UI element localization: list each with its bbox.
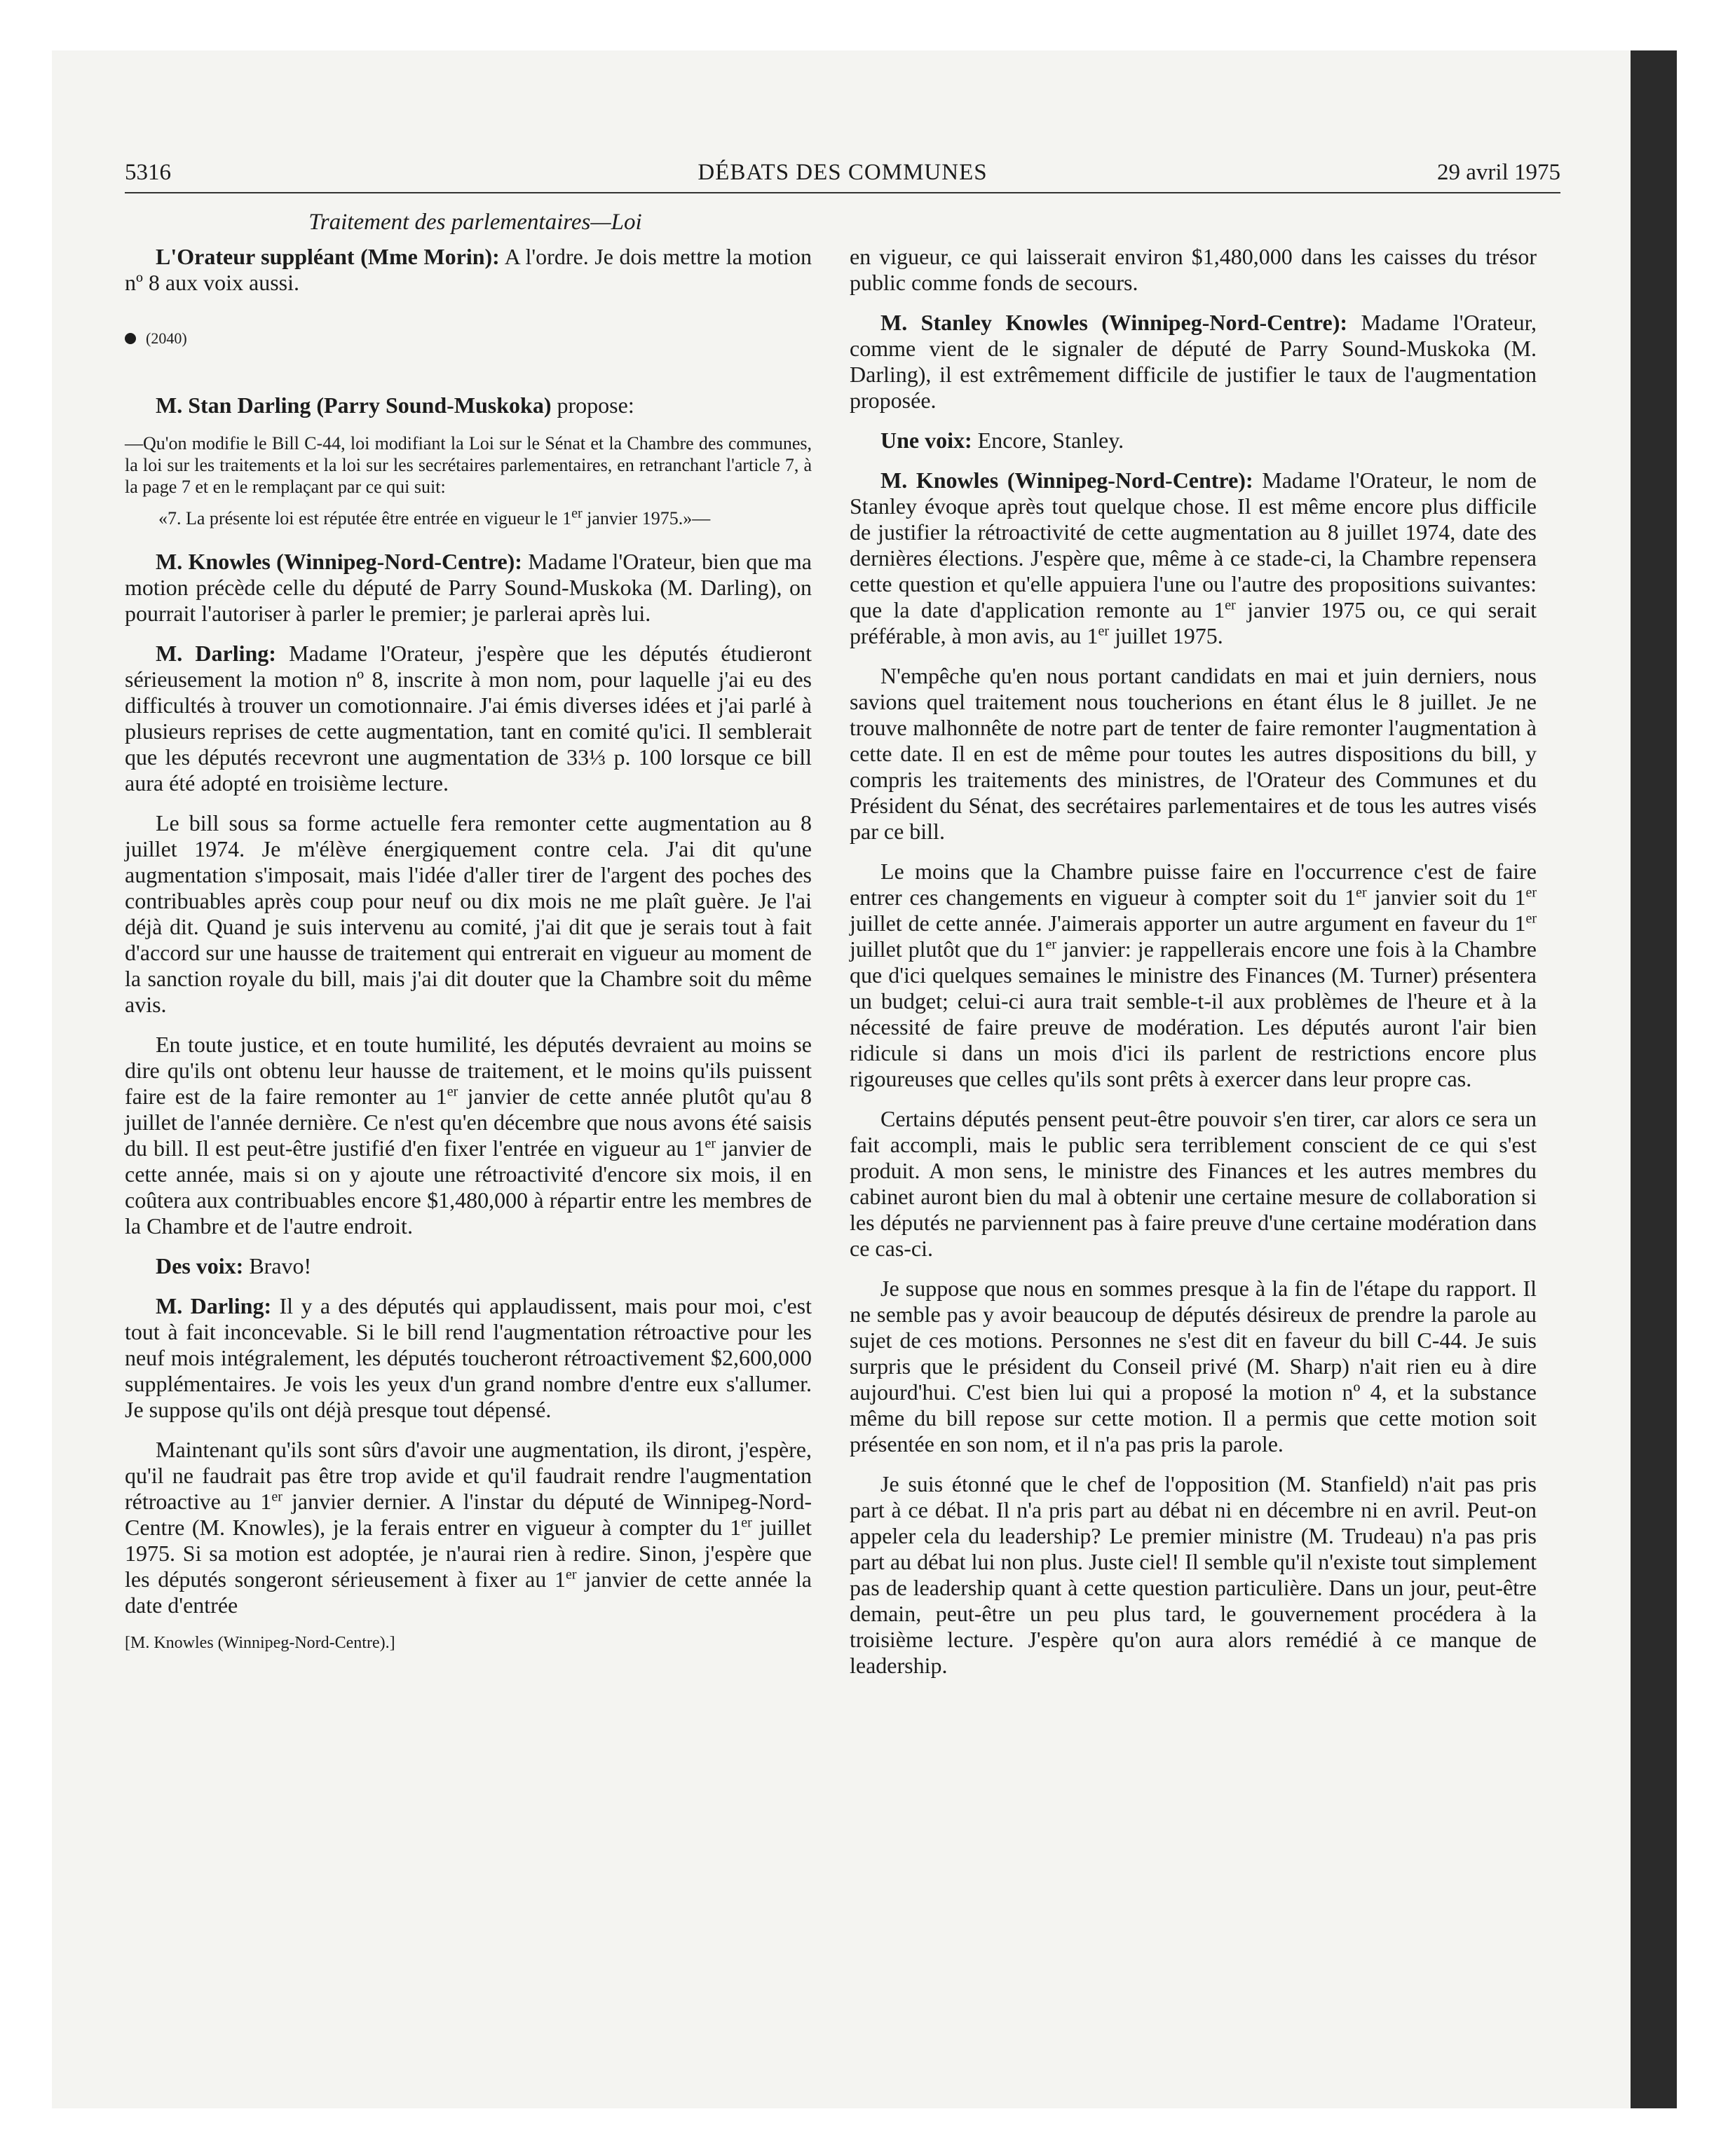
- speaker-footnote: [M. Knowles (Winnipeg-Nord-Centre).]: [125, 1634, 395, 1652]
- speaker-name: M. Stanley Knowles (Winnipeg-Nord-Centre):: [880, 310, 1348, 335]
- speaker-name: M. Darling:: [156, 1293, 272, 1318]
- paragraph: Une voix: Encore, Stanley.: [880, 428, 1124, 453]
- page-number: 5316: [125, 160, 171, 185]
- motion-text: —Qu'on modifie le Bill C-44, loi modifiant la Loi sur le Sénat et la Chambre des communes, la loi sur les traitements et la loi sur les secrétaires parlementaires, en retranchant l'article 7, à la page 7 et en le remplaçant par ce qui suit:: [125, 433, 812, 497]
- scan-edge-bar: [1631, 50, 1677, 2108]
- paragraph: Je suis étonné que le chef de l'opposition (M. Stanfield) n'ait pas pris part à ce débat. Il n'a pris part au débat ni en décembre ni en avril. Peut-on appeler cela du leadership? Le premier ministre (M. Trudeau) n'a pas pris part au débat lui non plus. Juste ciel! Il semble qu'il n'existe tout simplement pas de leadership quant à cette question particulière. Dans un jour, peut-être demain, peut-être un peu plus tard, le gouvernement procédera à la troisième lecture. J'espère qu'on aura alors remédié à ce manque de leadership.: [850, 1471, 1537, 1678]
- speaker-name: M. Knowles (Winnipeg-Nord-Centre):: [156, 549, 522, 574]
- speaker-name: Une voix:: [880, 428, 972, 453]
- speaker-name: L'Orateur suppléant (Mme Morin):: [156, 244, 500, 269]
- paragraph: M. Knowles (Winnipeg-Nord-Centre): Madame l'Orateur, le nom de Stanley évoque après tout quelque chose. Il est même encore plus difficile de justifier la rétroactivité de cette augmentation au 8 juillet 1974, date des dernières élections. J'espère que, même à ce stade-ci, la Chambre repensera cette question et qu'elle appuiera l'une ou l'autre des propositions suivantes: que la date d'application remonte au 1er janvier 1975 ou, ce qui serait préférable, à mon avis, au 1er juillet 1975.: [850, 468, 1537, 648]
- time-marker: [125, 328, 812, 349]
- page-header: [125, 157, 1560, 193]
- section-subtitle: Traitement des parlementaires—Loi: [308, 210, 642, 235]
- paragraph: M. Stanley Knowles (Winnipeg-Nord-Centre): Madame l'Orateur, comme vient de le signaler de député de Parry Sound-Muskoka (M. Darling), il est extrêmement difficile de justifier le taux de l'augmentation proposée.: [850, 310, 1537, 413]
- speaker-name: M. Stan Darling (Parry Sound-Muskoka): [156, 393, 552, 418]
- speaker-name: M. Darling:: [156, 641, 276, 666]
- speaker-name: Des voix:: [156, 1253, 244, 1278]
- time-marker-label: (2040): [146, 329, 187, 347]
- paragraph: M. Knowles (Winnipeg-Nord-Centre): Madame l'Orateur, bien que ma motion précède celle du député de Parry Sound-Muskoka (M. Darling), on pourrait l'autoriser à parler le premier; je parlerai après lui.: [125, 549, 812, 626]
- bullet-icon: [125, 333, 136, 344]
- paragraph: Des voix: Bravo!: [156, 1253, 312, 1278]
- publication-title: DÉBATS DES COMMUNES: [698, 160, 988, 185]
- paragraph: Maintenant qu'ils sont sûrs d'avoir une augmentation, ils diront, j'espère, qu'il ne faudrait pas être trop avide et qu'il faudrait rendre l'augmentation rétroactive au 1er janvier dernier. A l'instar du député de Winnipeg-Nord-Centre (M. Knowles), je la ferais entrer en vigueur à compter du 1er juillet 1975. Si sa motion est adoptée, je n'aurai rien à redire. Sinon, j'espère que les députés songeront sérieusement à fixer au 1er janvier de cette année la date d'entrée: [125, 1437, 812, 1618]
- speaker-name: M. Knowles (Winnipeg-Nord-Centre):: [880, 468, 1253, 493]
- paragraph: En toute justice, et en toute humilité, les députés devraient au moins se dire qu'ils ont obtenu leur hausse de traitement, et le moins qu'ils puissent faire est de la faire remonter au 1er janvier de cette année plutôt qu'au 8 juillet de l'année dernière. Ce n'est qu'en décembre que nous avons été saisis du bill. Il est peut-être justifié d'en fixer l'entrée en vigueur au 1er janvier de cette année, mais si on y ajoute une rétroactivité d'encore six mois, il en coûtera aux contribuables encore $1,480,000 à répartir entre les membres de la Chambre et de l'autre endroit.: [125, 1032, 812, 1239]
- paragraph: Certains députés pensent peut-être pouvoir s'en tirer, car alors ce sera un fait accompli, mais le public sera terriblement conscient de ce qui s'est produit. A mon sens, le ministre des Finances et les autres membres du cabinet auront bien du mal à obtenir une certaine mesure de collaboration si les députés ne parviennent pas à faire preuve d'une certaine modération dans ce cas-ci.: [850, 1106, 1537, 1261]
- motion-quote: «7. La présente loi est réputée être entrée en vigueur le 1er janvier 1975.»—: [158, 505, 711, 528]
- paragraph: N'empêche qu'en nous portant candidats en mai et juin derniers, nous savions quel traitement nous toucherions en étant élus le 8 juillet. Je ne trouve malhonnête de notre part de tenter de faire remonter l'augmentation à cette date. Il en est de même pour toutes les autres dispositions du bill, y compris les traitements des ministres, de l'Orateur des Communes et du Président du Sénat, des secrétaires parlementaires et de tous les autres visés par ce bill.: [850, 663, 1537, 844]
- paragraph: Le moins que la Chambre puisse faire en l'occurrence c'est de faire entrer ces changements en vigueur à compter soit du 1er janvier soit du 1er juillet de cette année. J'aimerais apporter un autre argument en faveur du 1er juillet plutôt que du 1er janvier: je rappellerais encore une fois à la Chambre que d'ici quelques semaines le ministre des Finances (M. Turner) présentera un budget; celui-ci aura trait semble-t-il aux problèmes de l'heure et à la nécessité de faire preuve de modération. Les députés auront l'air bien ridicule si dans un mois d'ici ils parlent de restrictions encore plus rigoureuses que celles qu'ils sont prêts à exercer dans leur propre cas.: [850, 859, 1537, 1091]
- page-date: 29 avril 1975: [1437, 160, 1560, 185]
- paragraph: en vigueur, ce qui laisserait environ $1,480,000 dans les caisses du trésor public comme fonds de secours.: [850, 244, 1537, 295]
- paragraph: Le bill sous sa forme actuelle fera remonter cette augmentation au 8 juillet 1974. Je m'élève énergiquement contre cela. J'ai dit qu'une augmentation s'imposait, mais l'idée d'aller tirer de l'argent des poches des contribuables après coup pour neuf ou dix mois ne me plaît guère. Je l'ai déjà dit. Quand je suis intervenu au comité, j'ai dit que je serais tout à fait d'accord sur une hausse de traitement qui entrerait en vigueur au moment de la sanction royale du bill, mais j'ai dit douter que la Chambre soit du même avis.: [125, 810, 812, 1017]
- paragraph: M. Stan Darling (Parry Sound-Muskoka) propose:: [156, 393, 634, 418]
- paragraph: Je suppose que nous en sommes presque à la fin de l'étape du rapport. Il ne semble pas y avoir beaucoup de députés désireux de prendre la parole au sujet de ces motions. Personnes ne s'est dit en faveur du bill C-44. Je suis surpris que le président du Conseil privé (M. Sharp) n'ait rien eu à dire aujourd'hui. C'est bien lui qui a proposé la motion nº 4, et la substance même du bill repose sur cette motion. Il a permis que cette motion soit présentée en son nom, et il n'a pas pris la parole.: [850, 1276, 1537, 1456]
- paragraph: M. Darling: Madame l'Orateur, j'espère que les députés étudieront sérieusement la motion nº 8, inscrite à mon nom, pour laquelle j'ai eu des difficultés à trouver un comotionnaire. J'ai émis diverses idées et j'ai parlé à plusieurs reprises de cette augmentation, tant en comité qu'ici. Il semblerait que les députés recevront une augmentation de 33⅓ p. 100 lorsque ce bill aura été adopté en troisième lecture.: [125, 641, 812, 796]
- left-column: [125, 244, 812, 1670]
- right-column: [850, 244, 1537, 1693]
- paragraph: L'Orateur suppléant (Mme Morin): A l'ordre. Je dois mettre la motion nº 8 aux voix aussi.: [125, 244, 812, 295]
- paragraph: M. Darling: Il y a des députés qui applaudissent, mais pour moi, c'est tout à fait inconcevable. Si le bill rend l'augmentation rétroactive pour les neuf mois intégralement, les députés toucheront rétroactivement $2,600,000 supplémentaires. Je vois les yeux d'un grand nombre d'entre eux s'allumer. Je suppose qu'ils ont déjà presque tout dépensé.: [125, 1293, 812, 1422]
